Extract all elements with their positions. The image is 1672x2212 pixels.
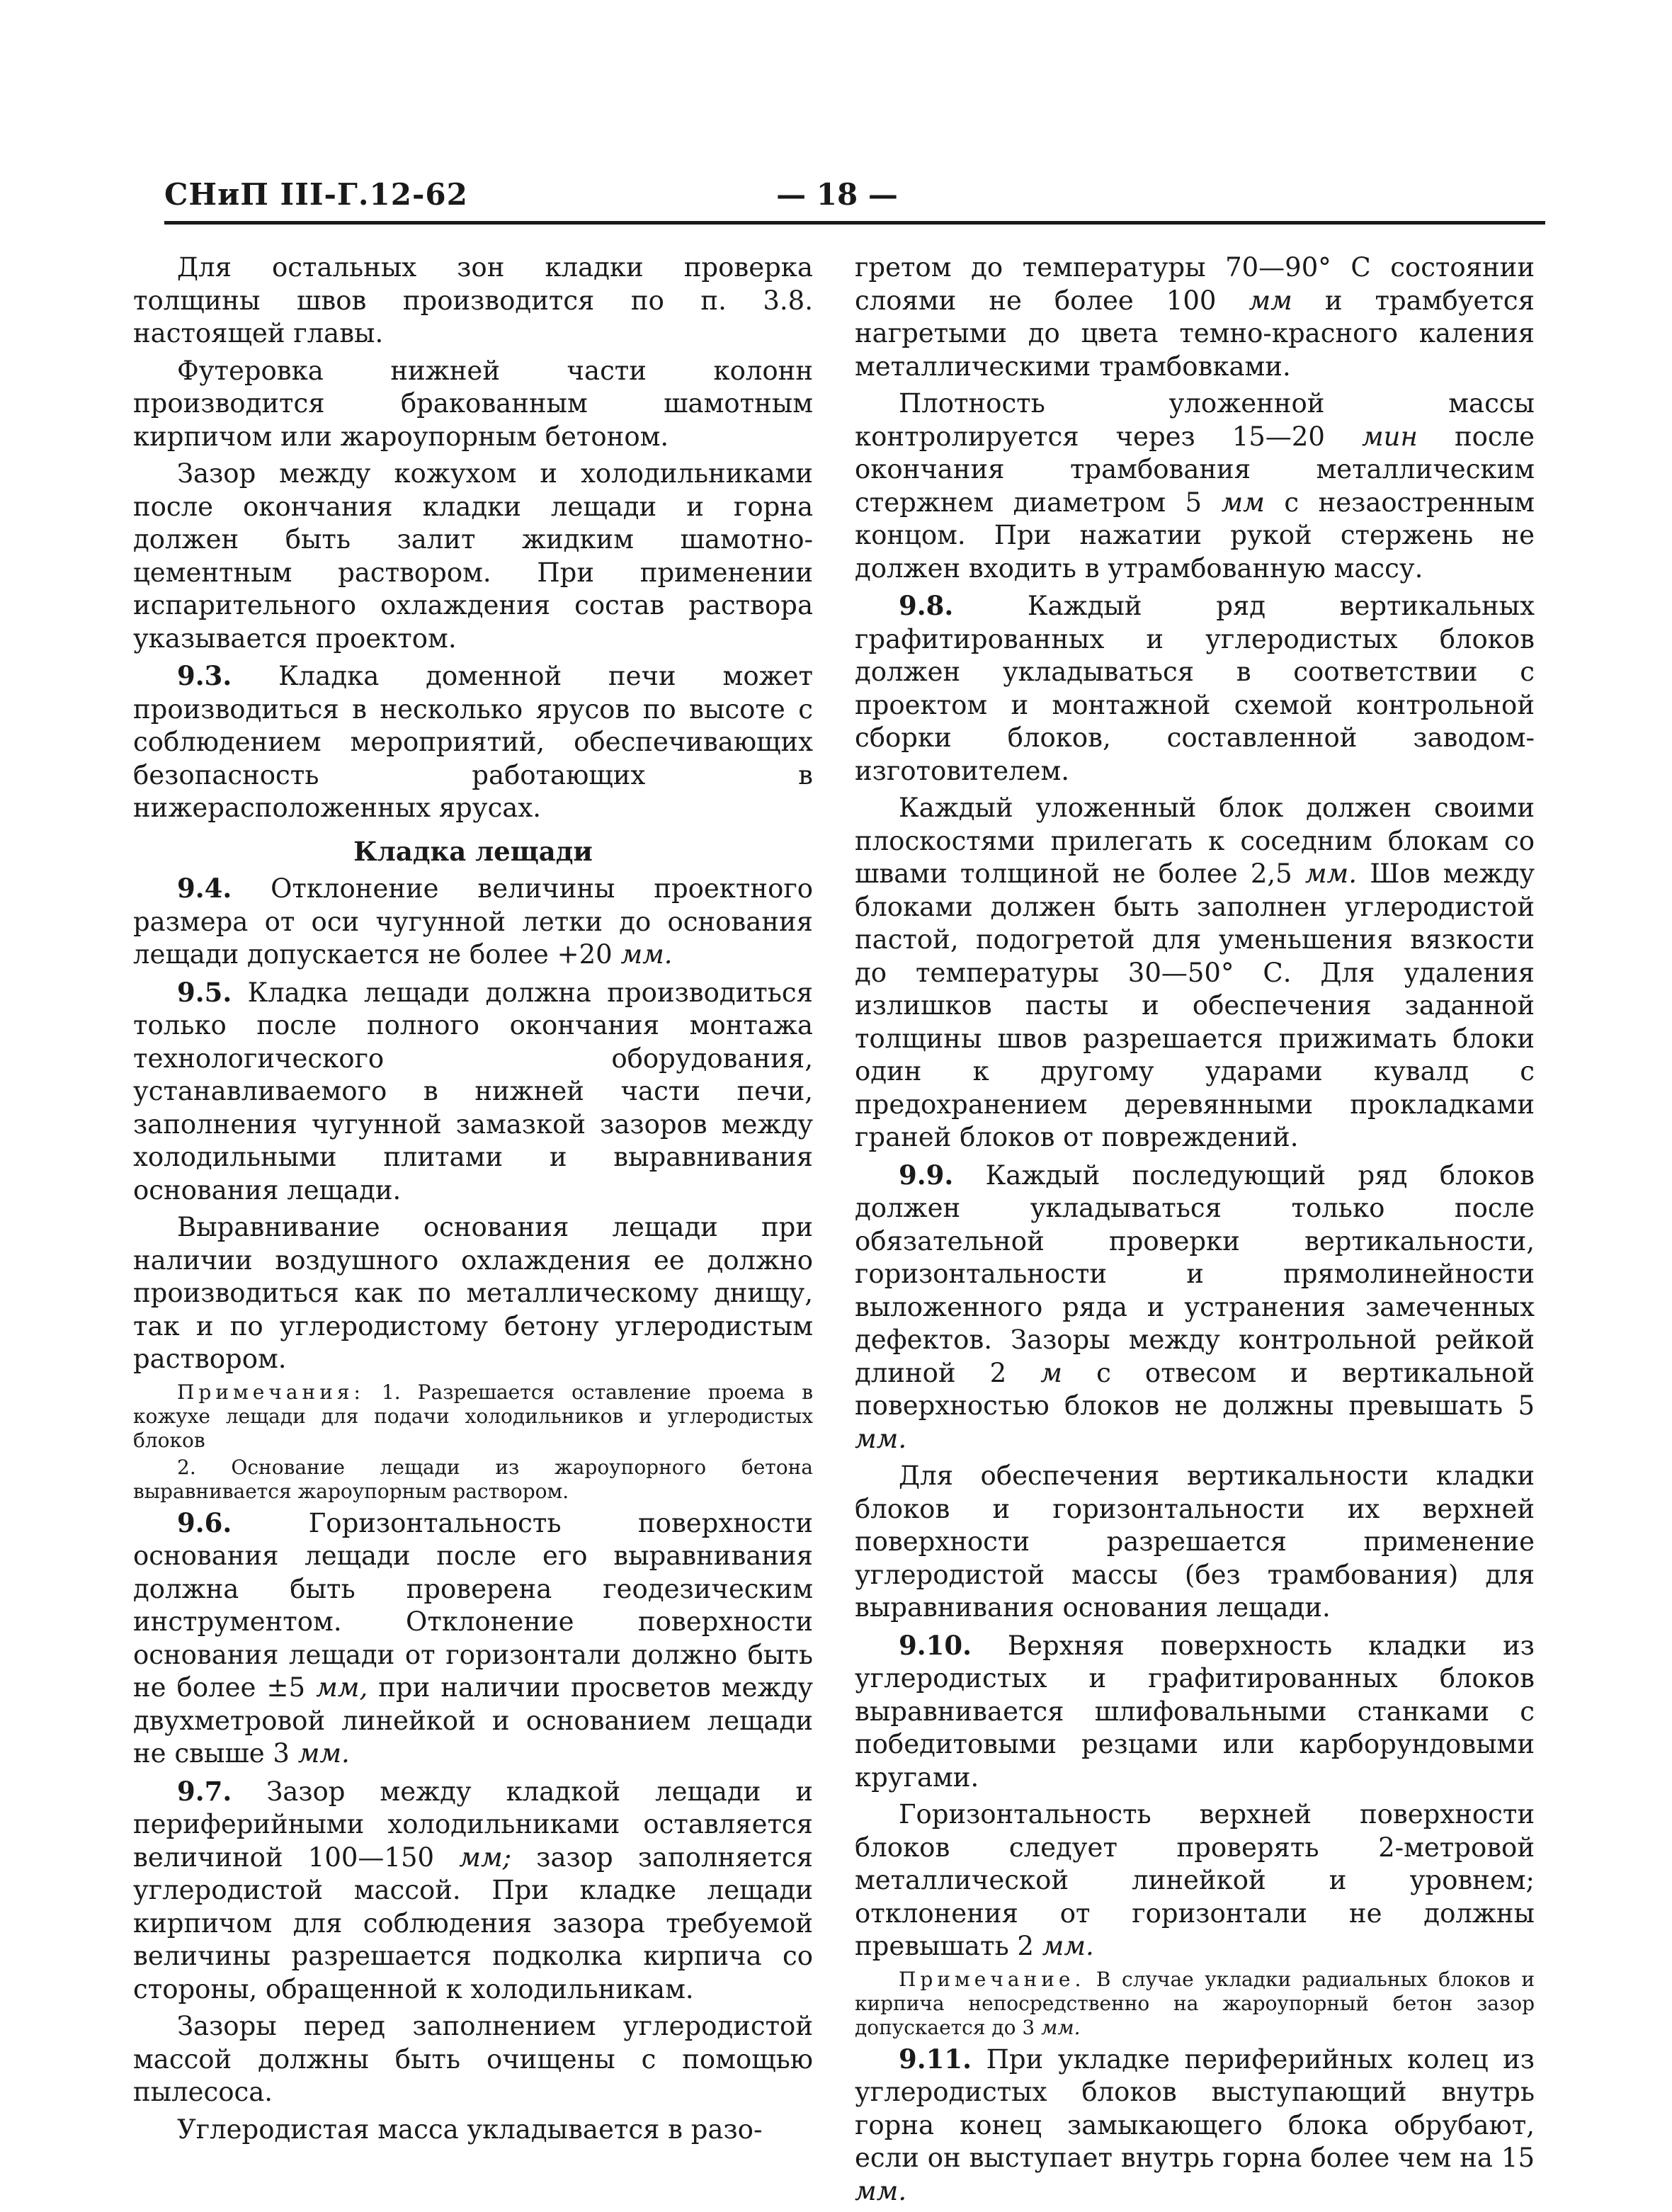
- note: [855, 1968, 1535, 2040]
- paragraph-text: Зазор между кладкой лещади и периферийными холодильниками оставляется величиной 100—150: [133, 1776, 813, 1873]
- clause-number: 9.10.: [899, 1629, 972, 1661]
- clause-number: 9.7.: [177, 1775, 232, 1807]
- clause-number: 9.8.: [899, 590, 954, 621]
- document-code: СНиП III-Г.12-62: [164, 177, 468, 212]
- unit: мм: [1221, 487, 1265, 518]
- paragraph-text: после окончания трамбования металлическим стержнем диаметром 5: [855, 421, 1535, 518]
- note-text: 1. Разрешается оставление проема в кожухе лещади для подачи холодильников и углеродистых блоков: [133, 1380, 814, 1452]
- right-column: [855, 251, 1535, 2212]
- clause-number: 9.5.: [177, 976, 232, 1008]
- paragraph-text: при наличии просветов между двухметровой линейкой и основанием лещади не свыше 3: [133, 1672, 813, 1769]
- clause-9-10: [855, 1629, 1535, 1795]
- paragraph-text: с незаостренным концом. При нажатии рукой стержень не должен входить в утрамбованную массу.: [855, 487, 1535, 584]
- paragraph-text: Для остальных зон кладки проверка толщины швов производится по п. 3.8. настоящей главы.: [133, 252, 813, 348]
- clause-9-4: [133, 872, 813, 972]
- page-number: — 18 —: [776, 177, 898, 212]
- paragraph: [133, 251, 813, 351]
- paragraph: [855, 1460, 1535, 1625]
- paragraph: [855, 1798, 1535, 1963]
- paragraph: [855, 251, 1535, 383]
- paragraph-text: Футеровка нижней части колонн производится бракованным шамотным кирпичом или жароупорным бетоном.: [133, 355, 813, 452]
- clause-9-5: [133, 976, 813, 1208]
- unit: мм.: [1304, 858, 1357, 889]
- paragraph-text: Кладка доменной печи может производиться в несколько ярусов по высоте с соблюдением мероприятий, обеспечивающих безопасность работающих в нижерасположенных ярусах.: [133, 661, 813, 823]
- clause-number: 9.6.: [177, 1507, 232, 1538]
- paragraph: [133, 458, 813, 655]
- unit: мм.: [620, 939, 673, 970]
- unit: мм.: [297, 1738, 350, 1769]
- unit: мм: [1249, 285, 1292, 316]
- paragraph-text: Зазор между кожухом и холодильниками после окончания кладки лещади и горна должен быть залит жидким шамотно-цементным раствором. При применении испарительного охлаждения состав раствора указывается проектом.: [133, 458, 813, 654]
- unit: м: [1040, 1357, 1062, 1388]
- paragraph-text: Каждый уложенный блок должен своими плоскостями прилегать к соседним блокам со швами толщиной не более 2,5: [855, 793, 1535, 889]
- paragraph-text: Выравнивание основания лещади при наличии воздушного охлаждения ее должно производиться как по металлическому днищу, так и по углеродистому бетону углеродистым раствором.: [133, 1212, 813, 1374]
- clause-9-6: [133, 1507, 813, 1771]
- clause-9-7: [133, 1775, 813, 2007]
- paragraph-text: Горизонтальность верхней поверхности блоков следует проверять 2-метровой металлической линейкой и уровнем; отклонения от горизонтали не должны превышать 2: [855, 1799, 1535, 1961]
- paragraph-text: Каждый последующий ряд блоков должен укладываться только после обязательной проверки вертикальности, горизонтальности и прямолинейности выложенного ряда и устранения замеченных дефектов. Зазоры между контрольной рейкой длиной 2: [855, 1159, 1535, 1388]
- paragraph-text: и трамбуется нагретыми до цвета темно-красного каления металлическими трамбовками.: [855, 285, 1535, 382]
- note-text: 2. Основание лещади из жароупорного бетона выравнивается жароупорным раствором.: [133, 1455, 813, 1503]
- paragraph-text: гретом до температуры 70—90° С состоянии слоями не более 100: [855, 252, 1535, 316]
- paragraph-text: Шов между блоками должен быть заполнен углеродистой пастой, подогретой для уменьшения вязкости до температуры 30—50° С. Для удаления излишков пасты и обеспечения заданной толщины швов разрешается прижимать блоки один к другому ударами кувалд с предохранением деревянными прокладками граней блоков от повреждений.: [855, 858, 1535, 1152]
- left-column: [133, 251, 813, 2150]
- paragraph-text: Каждый ряд вертикальных графитированных и углеродистых блоков должен укладываться в соответствии с проектом и монтажной схемой контрольной сборки блоков, составленной заводом-изготовителем.: [855, 591, 1535, 786]
- clause-9-11: [855, 2043, 1535, 2208]
- paragraph: [133, 355, 813, 454]
- paragraph-text: Зазоры перед заполнением углеродистой массой должны быть очищены с помощью пылесоса.: [133, 2011, 813, 2107]
- clause-number: 9.3.: [177, 660, 232, 691]
- paragraph-text: При укладке периферийных колец из углеродистых блоков выступающий внутрь горна конец замыкающего блока обрубают, если он выступает внутрь горна более чем на 15: [855, 2043, 1535, 2173]
- paragraph: [855, 387, 1535, 585]
- paragraph-text: с отвесом и вертикальной поверхностью блоков не должны превышать 5: [855, 1357, 1535, 1421]
- paragraph: [133, 1211, 813, 1376]
- unit: мм;: [459, 1842, 512, 1873]
- note-label: Примечание.: [899, 1967, 1086, 1991]
- clause-number: 9.9.: [899, 1159, 954, 1191]
- paragraph-text: Отклонение величины проектного размера от оси чугунной летки до основания лещади допускается не более +20: [133, 873, 814, 970]
- paragraph-text: Для обеспечения вертикальности кладки блоков и горизонтальности их верхней поверхности разрешается применение углеродистой массы (без трамбования) для выравнивания основания лещади.: [855, 1461, 1535, 1623]
- unit: мин: [1362, 421, 1418, 452]
- paragraph: [855, 792, 1535, 1155]
- clause-number: 9.4.: [177, 873, 232, 904]
- section-heading: Кладка лещади: [353, 835, 593, 867]
- clause-9-3: [133, 659, 813, 825]
- unit: мм.: [1042, 1931, 1094, 1961]
- note-label: Примечания:: [177, 1380, 365, 1404]
- note: [133, 1380, 813, 1453]
- clause-9-8: [855, 589, 1535, 788]
- paragraph-text: Горизонтальность поверхности основания лещади после его выравнивания должна быть проверена геодезическим инструментом. Отклонение поверхности основания лещади от горизонтали должно быть не более ±5: [133, 1507, 814, 1703]
- paragraph-text: Верхняя поверхность кладки из углеродистых и графитированных блоков выравнивается шлифовальными станками с победитовыми резцами или карборундовыми кругами.: [855, 1630, 1535, 1793]
- page-header: [164, 177, 1545, 220]
- paragraph-text: Плотность уложенной массы контролируется через 15—20: [855, 388, 1535, 452]
- note-text: В случае укладки радиальных блоков и кирпича непосредственно на жароупорный бетон зазор допускается до 3: [855, 1967, 1535, 2039]
- unit: мм.: [855, 2175, 907, 2206]
- clause-9-9: [855, 1159, 1535, 1456]
- paragraph-text: Кладка лещади должна производиться только после полного окончания монтажа технологического оборудования, устанавливаемого в нижней части печи, заполнения чугунной замазкой зазоров между холодильными плитами и выравнивания основания лещади.: [133, 977, 813, 1206]
- unit: мм,: [316, 1672, 368, 1703]
- header-divider: [164, 221, 1545, 225]
- unit: мм.: [1041, 2015, 1081, 2039]
- paragraph-text: зазор заполняется углеродистой массой. При кладке лещади кирпичом для соблюдения зазора требуемой величины разрешается подколка кирпича со стороны, обращенной к холодильникам.: [133, 1842, 813, 2004]
- note: [133, 1456, 813, 1504]
- paragraph: [133, 2010, 813, 2109]
- paragraph-text: Углеродистая масса укладывается в разо-: [177, 2114, 763, 2145]
- paragraph: [133, 2114, 813, 2147]
- unit: мм.: [855, 1423, 907, 1454]
- clause-number: 9.11.: [899, 2043, 972, 2075]
